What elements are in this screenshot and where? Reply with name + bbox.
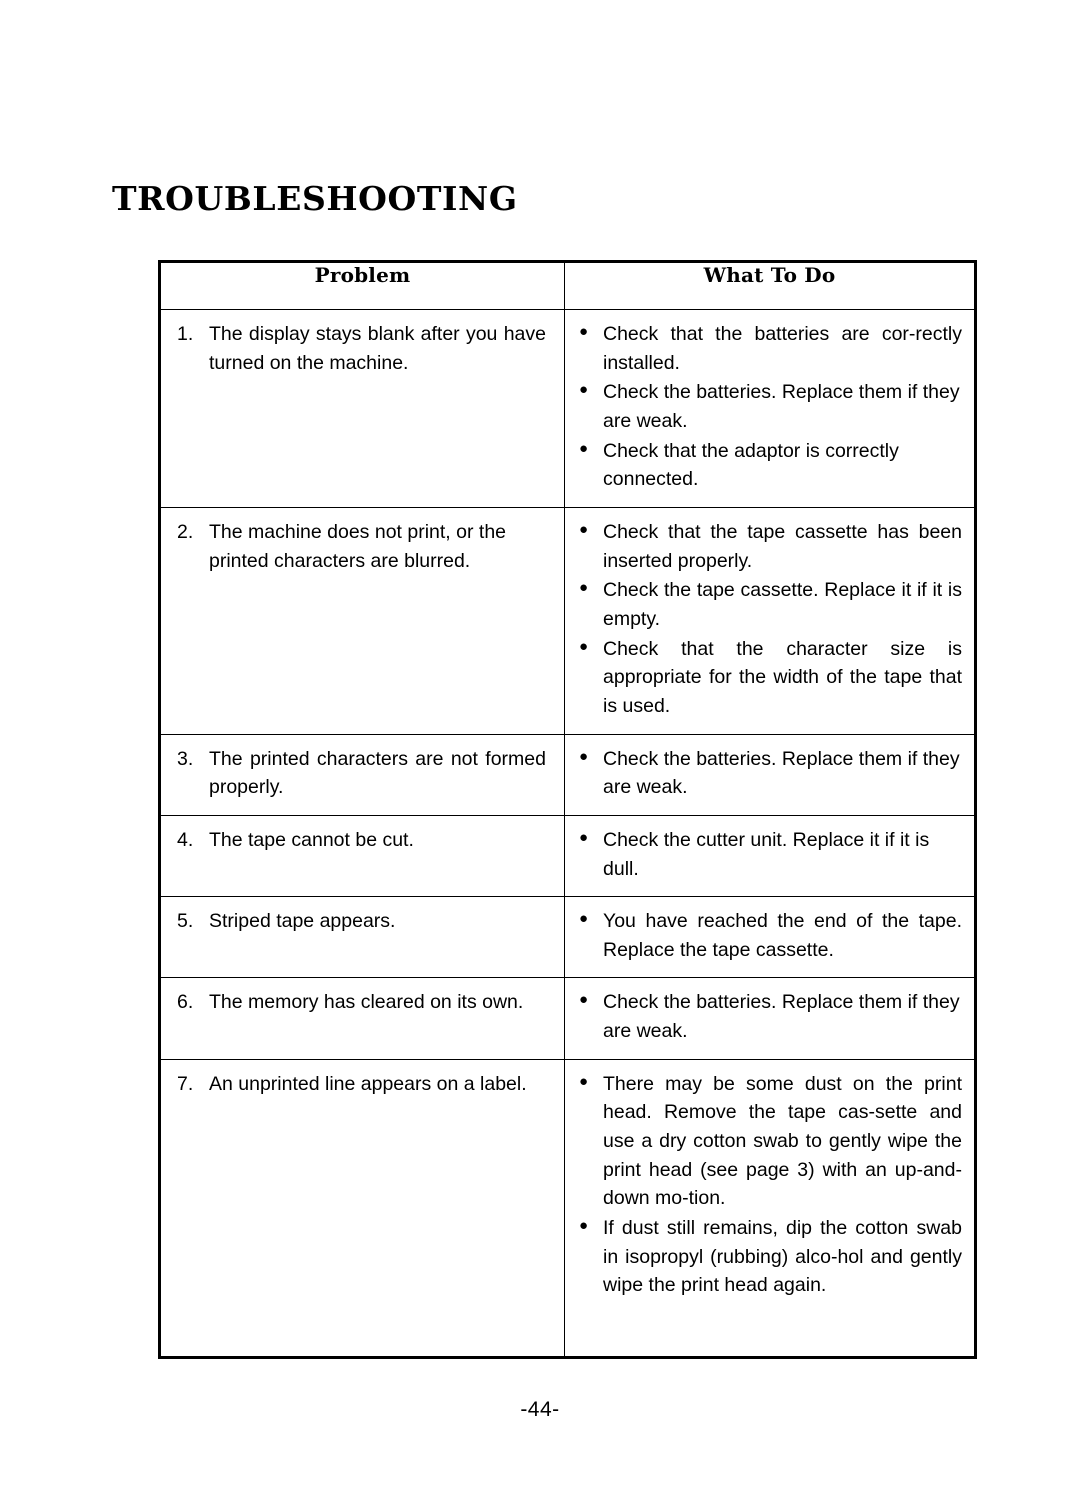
problem-text: An unprinted line appears on a label. [209, 1072, 527, 1095]
problem-cell [160, 507, 565, 734]
problem-number: 5. [177, 910, 194, 933]
table-row [160, 978, 976, 1059]
solution-cell [565, 310, 976, 508]
problem-number: 3. [177, 747, 194, 770]
problem-number: 7. [177, 1072, 194, 1095]
troubleshooting-table-wrapper [158, 260, 974, 1359]
problem-text: The tape cannot be cut. [209, 828, 414, 851]
list-item [573, 518, 962, 575]
table-row [160, 1059, 976, 1357]
list-item [573, 745, 962, 802]
problem-cell [160, 897, 565, 978]
solution-list [565, 897, 974, 977]
table-row [160, 734, 976, 815]
troubleshooting-table [158, 260, 977, 1359]
solution-cell [565, 815, 976, 896]
problem-cell [160, 978, 565, 1059]
bullet-icon: ● [579, 991, 589, 1009]
solution-list [565, 816, 974, 896]
problem-text: The display stays blank after you have turned on the machine. [209, 323, 546, 374]
list-item [573, 826, 962, 883]
bullet-icon: ● [579, 828, 589, 846]
problem-text: The printed characters are not formed properly. [209, 747, 546, 799]
solution-text: Check the batteries. Replace them if they are weak. [603, 991, 960, 1043]
solution-list [565, 735, 974, 815]
list-item [573, 907, 962, 964]
list-item [573, 1214, 962, 1300]
list-item [573, 1070, 962, 1213]
list-item [573, 576, 962, 633]
list-item [573, 437, 962, 494]
bullet-icon: ● [579, 381, 589, 399]
bullet-icon: ● [579, 747, 589, 765]
list-item [573, 635, 962, 721]
problem-text: The machine does not print, or the printed characters are blurred. [209, 520, 507, 572]
bullet-icon: ● [579, 520, 589, 538]
column-header-problem: Problem [160, 262, 565, 310]
list-item [573, 320, 962, 377]
problem-text: Striped tape appears. [209, 910, 396, 933]
table-row [160, 310, 976, 508]
page-number: -44- [520, 1398, 560, 1421]
bullet-icon: ● [579, 579, 589, 597]
table-body [160, 310, 976, 1358]
table-row [160, 815, 976, 896]
solution-text: Check the batteries. Replace them if they are weak. [603, 381, 960, 432]
list-item [573, 378, 962, 435]
problem-text: The memory has cleared on its own. [209, 991, 524, 1014]
solution-text: Check that the batteries are cor-rectly installed. [603, 323, 962, 374]
bullet-icon: ● [579, 439, 589, 457]
column-header-what-to-do: What To Do [565, 262, 976, 310]
page-title: TROUBLESHOOTING [112, 179, 518, 219]
bullet-icon: ● [579, 910, 589, 928]
solution-list [565, 508, 974, 734]
problem-cell [160, 815, 565, 896]
solution-text: Check the batteries. Replace them if they are weak. [603, 747, 960, 799]
solution-text: If dust still remains, dip the cotton swab in isopropyl (rubbing) alco-hol and gently wipe the print head again. [603, 1217, 962, 1297]
problem-cell [160, 1059, 565, 1357]
bullet-icon: ● [579, 323, 589, 340]
bullet-icon: ● [579, 637, 589, 655]
table-row [160, 507, 976, 734]
problem-cell [160, 734, 565, 815]
solution-list [565, 978, 974, 1058]
solution-text: Check the tape cassette. Replace it if it is empty. [603, 579, 962, 630]
solution-cell [565, 507, 976, 734]
solution-text: Check the cutter unit. Replace it if it is dull. [603, 828, 930, 880]
solution-cell [565, 734, 976, 815]
problem-number: 1. [177, 323, 194, 345]
problem-number: 4. [177, 828, 194, 851]
solution-list [565, 1060, 974, 1313]
solution-cell [565, 897, 976, 978]
bullet-icon: ● [579, 1072, 589, 1090]
list-item [573, 988, 962, 1045]
solution-list [565, 310, 974, 507]
solution-cell [565, 1059, 976, 1357]
table-row [160, 897, 976, 978]
table-header [160, 262, 976, 310]
solution-text: There may be some dust on the print head. Remove the tape cas-sette and use a dry cotton swab to gently wipe the print head (see page 3) with an up-and-down mo-tion. [603, 1072, 962, 1210]
problem-number: 2. [177, 520, 194, 543]
solution-text: Check that the character size is appropriate for the width of the tape that is used. [603, 637, 962, 717]
bullet-icon: ● [579, 1217, 589, 1235]
table-header-row [160, 262, 976, 310]
solution-text: You have reached the end of the tape. Replace the tape cassette. [603, 910, 962, 961]
solution-text: Check that the adaptor is correctly connected. [603, 439, 899, 491]
solution-cell [565, 978, 976, 1059]
problem-number: 6. [177, 991, 194, 1014]
problem-cell [160, 310, 565, 508]
solution-text: Check that the tape cassette has been inserted properly. [603, 520, 962, 572]
